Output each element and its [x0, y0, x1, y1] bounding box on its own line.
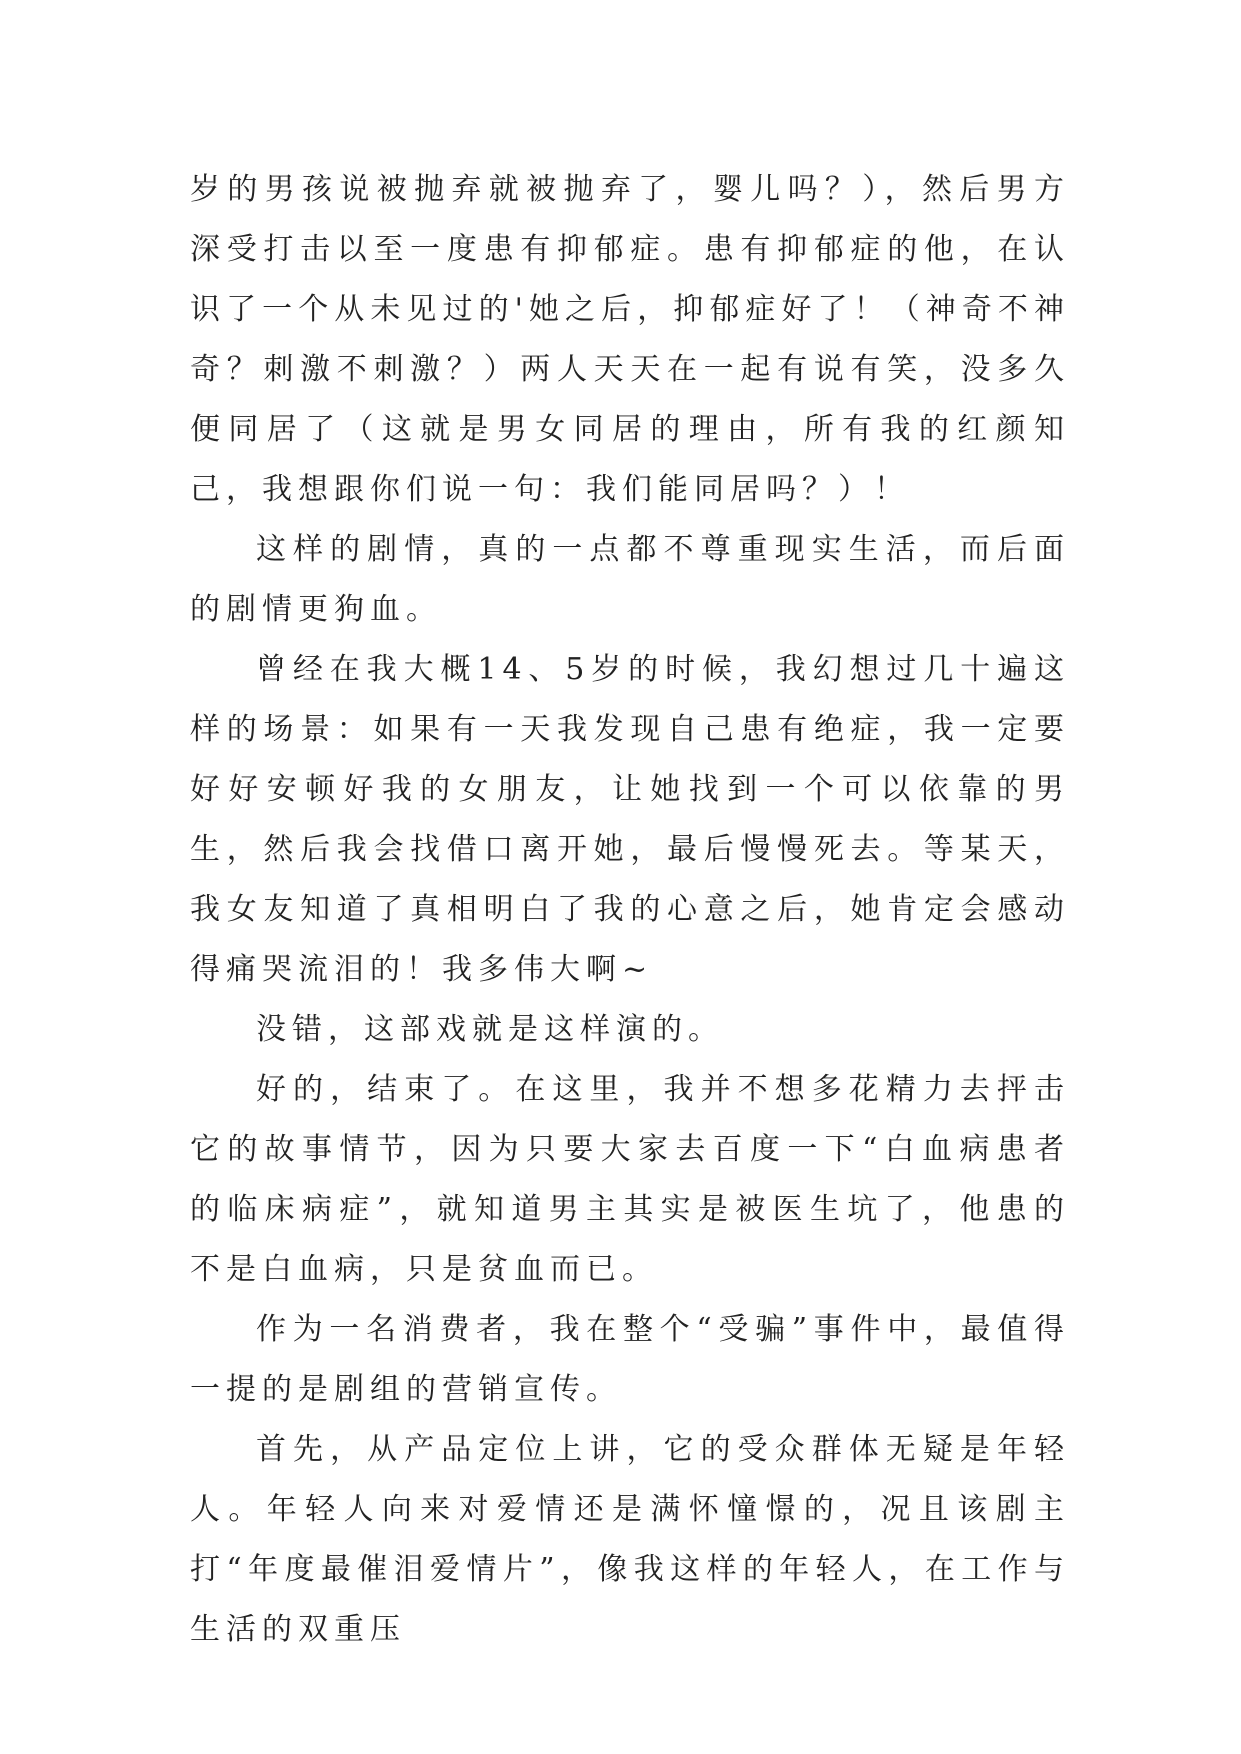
paragraph-3: 曾经在我大概14、5岁的时候，我幻想过几十遍这样的场景：如果有一天我发现自己患有绝症，我一定要好好安顿好我的女朋友，让她找到一个可以依靠的男生，然后我会找借口离开她，最后慢慢死去。等某天，我女友知道了真相明白了我的心意之后，她肯定会感动得痛哭流泪的！我多伟大啊~: [190, 652, 1070, 987]
document-body: [190, 160, 1070, 1660]
paragraph-5: 好的，结束了。在这里，我并不想多花精力去抨击它的故事情节，因为只要大家去百度一下“白血病患者的临床病症”，就知道男主其实是被医生坑了，他患的不是白血病，只是贫血而已。: [190, 1072, 1070, 1287]
paragraph-6: 作为一名消费者，我在整个“受骗”事件中，最值得一提的是剧组的营销宣传。: [190, 1312, 1070, 1407]
paragraph-4: 没错，这部戏就是这样演的。: [256, 1012, 724, 1047]
paragraph-2: 这样的剧情，真的一点都不尊重现实生活，而后面的剧情更狗血。: [190, 532, 1070, 627]
paragraph-7: 首先，从产品定位上讲，它的受众群体无疑是年轻人。年轻人向来对爱情还是满怀憧憬的，况且该剧主打“年度最催泪爱情片”，像我这样的年轻人，在工作与生活的双重压: [190, 1432, 1070, 1647]
paragraph-1: 岁的男孩说被抛弃就被抛弃了，婴儿吗？），然后男方深受打击以至一度患有抑郁症。患有抑郁症的他，在认识了一个从未见过的'她之后，抑郁症好了！（神奇不神奇？刺激不刺激？）两人天天在一起有说有笑，没多久便同居了（这就是男女同居的理由，所有我的红颜知己，我想跟你们说一句：我们能同居吗？）！: [190, 172, 1070, 507]
